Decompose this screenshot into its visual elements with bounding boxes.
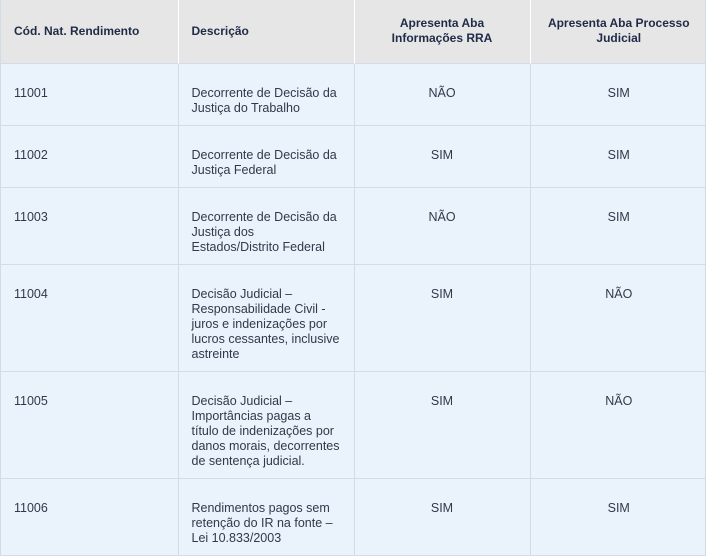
cell-rra: SIM (354, 371, 530, 478)
table-row (1, 478, 706, 556)
table-body (1, 63, 706, 556)
cell-code: 11006 (1, 478, 178, 556)
header-processo-judicial: Apresenta Aba Processo Judicial (530, 0, 706, 63)
cell-processo: NÃO (530, 371, 706, 478)
cell-rra: SIM (354, 125, 530, 187)
cell-code: 11004 (1, 264, 178, 371)
table-header (1, 0, 706, 63)
cell-processo: NÃO (530, 264, 706, 371)
table-row (1, 264, 706, 371)
header-rra: Apresenta Aba Informações RRA (354, 0, 530, 63)
cell-rra: SIM (354, 478, 530, 556)
cell-description: Decisão Judicial – Responsabilidade Civil - juros e indenizações por lucros cessantes, inclusive astreinte (178, 264, 354, 371)
cell-rra: SIM (354, 264, 530, 371)
cell-description: Decisão Judicial – Importâncias pagas a título de indenizações por danos morais, decorrentes de sentença judicial. (178, 371, 354, 478)
cell-code: 11005 (1, 371, 178, 478)
table-row (1, 63, 706, 125)
table-row (1, 187, 706, 264)
cell-code: 11003 (1, 187, 178, 264)
cell-description: Decorrente de Decisão da Justiça dos Estados/Distrito Federal (178, 187, 354, 264)
cell-code: 11002 (1, 125, 178, 187)
cell-processo: SIM (530, 125, 706, 187)
cell-processo: SIM (530, 187, 706, 264)
cell-description: Decorrente de Decisão da Justiça Federal (178, 125, 354, 187)
header-description: Descrição (178, 0, 354, 63)
header-code: Cód. Nat. Rendimento (14, 23, 140, 38)
cell-processo: SIM (530, 63, 706, 125)
table-row (1, 125, 706, 187)
cell-processo: SIM (530, 478, 706, 556)
table-row (1, 371, 706, 478)
cell-description: Rendimentos pagos sem retenção do IR na fonte – Lei 10.833/2003 (178, 478, 354, 556)
cell-code: 11001 (1, 63, 178, 125)
cell-description: Decorrente de Decisão da Justiça do Trabalho (178, 63, 354, 125)
cell-rra: NÃO (354, 187, 530, 264)
cell-rra: NÃO (354, 63, 530, 125)
data-table (1, 0, 706, 556)
header-row (1, 0, 706, 63)
